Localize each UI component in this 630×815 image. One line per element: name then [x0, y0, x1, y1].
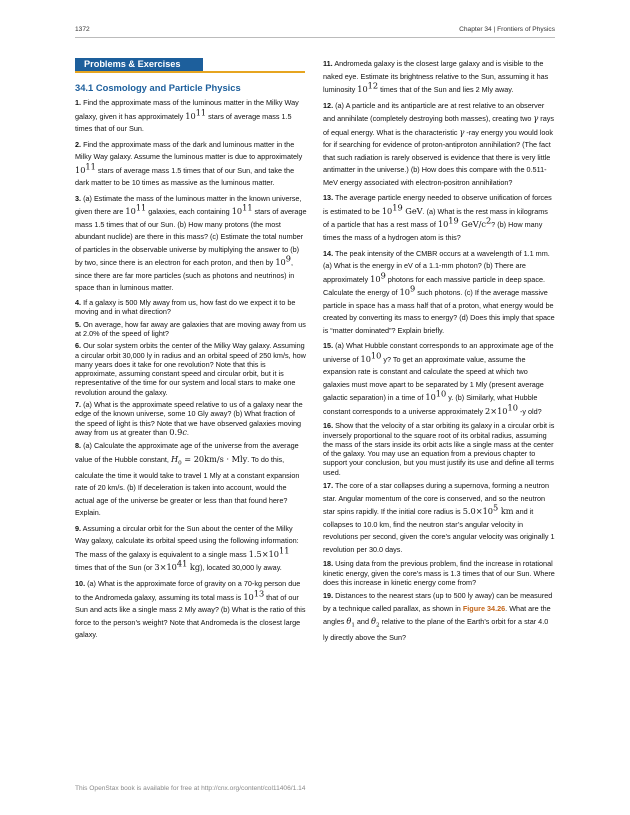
footer-note: This OpenStax book is available for free at http://cnx.org/content/col11406/1.14 — [75, 785, 306, 792]
problem-14: 14. The peak intensity of the CMBR occurs at a wavelength of 1.1 mm. (a) What is the energy in eV of a 1.1-mm photon? (b) There are approximately $10^9$ photons for each massive particle in deep space. Calculate the energy of $10^9$ such photons. (c) If the average massive particle in space has a mass half that of a proton, what energy would be created by converting its mass to energy? (d) Does this imply that space is “matter dominated”? Explain briefly. — [323, 248, 555, 335]
problem-3: 3. (a) Estimate the mass of the luminous matter in the known universe, given there are $10^{11}$ galaxies, each containing $10^{11}$ stars of average mass 1.5 times that of our Sun. (b) How many protons (the most abundant nuclide) are there in this mass? (c) Estimate the total number of particles in the observable universe by multiplying the answer to (b) by two, since there is an electron for each proton, and then by $10^9$, since there are far more particles (such as photons and neutrinos) in space than in luminous matter. — [75, 193, 307, 293]
problem-2: 2. Find the approximate mass of the dark and luminous matter in the Milky Way galaxy. Assume the luminous matter is due to approximately $10^{11}$ stars of average mass 1.5 times that of our Sun, and take the dark matter to be 10 times as massive as the luminous matter. — [75, 139, 303, 188]
problem-16: 16. Show that the velocity of a star orbiting its galaxy in a circular orbit is inversely proportional to the square root of its orbital radius, assuming the mass of the stars inside its orbit acts like a single mass at the center of the galaxy. You may use an equation from a previous chapter to support your conclusion, but you must justify its use and define all terms used. — [323, 421, 555, 477]
right-column — [323, 58, 555, 648]
problem-9: 9. Assuming a circular orbit for the Sun about the center of the Milky Way galaxy, calculate its orbital speed using the following information: The mass of the galaxy is equivalent to a single mass $1.5\times 10^{11}$ times that of the Sun (or $3\times 10^{41}$ kg), located 30,000 ly away. — [75, 523, 299, 573]
problem-1: 1. Find the approximate mass of the luminous matter in the Milky Way galaxy, given it has approximately $10^{11}$ stars of average mass 1.5 times that of our Sun. — [75, 98, 299, 133]
section-banner: Problems & Exercises — [75, 58, 203, 71]
problem-15: 15. (a) What Hubble constant corresponds to an approximate age of the universe of $10^{10}$ y? To get an approximate value, assume the expansion rate is constant and calculate the speed at which two galaxies must move apart to be separated by 1 Mly (present average galactic separation) in a time of $10^{10}$ y. (b) Similarly, what Hubble constant corresponds to a universe approximately $2\times 10^{10}$ -y old? — [323, 341, 554, 416]
problem-4: 4. If a galaxy is 500 Mly away from us, how fast do we expect it to be moving and in what direction? — [75, 298, 296, 317]
page-number: 1372 — [75, 26, 90, 33]
banner-underline — [75, 71, 305, 73]
problem-7: 7. (a) What is the approximate speed relative to us of a galaxy near the edge of the known universe, some 10 Gly away? (b) What fraction of the speed of light is this? Note that we have observed galaxies moving away from us at greater than 0.9c. — [75, 400, 303, 437]
problem-18: 18. Using data from the previous problem, find the increase in rotational kinetic energy, given the core’s mass is 1.3 times that of our Sun. Where does this increase in kinetic energy come from? — [323, 559, 555, 587]
problem-10: 10. (a) What is the approximate force of gravity on a 70-kg person due to the Andromeda galaxy, assuming its total mass is $10^{13}$ that of our Sun and acts like a single mass 2 Mly away? (b) What is the ratio of this force to the person’s weight? Note that Andromeda is the closest large galaxy. — [75, 579, 306, 640]
section-title: 34.1 Cosmology and Particle Physics — [75, 82, 241, 93]
chapter-title: Chapter 34 | Frontiers of Physics — [459, 26, 555, 33]
figure-link[interactable]: Figure 34.26 — [462, 603, 506, 613]
problem-12: 12. (a) A particle and its antiparticle are at rest relative to an observer and annihilate (completely destroying both masses), creating two γ rays of equal energy. What is the characteristic γ -ray energy you would look for if searching for evidence of proton-antiproton annihilation? (The fact that such radiation is rarely observed is evidence that there is very little antimatter in the universe.) (b) How does this compare with the 0.511-MeV energy associated with electron-positron annihilation? — [323, 100, 554, 187]
problem-17: 17. The core of a star collapses during a supernova, forming a neutron star. Angular momentum of the core is conserved, and so the neutron star spins rapidly. If the initial core radius is $5.0\times 10^5$ km and it collapses to 10.0 km, find the neutron star’s angular velocity in revolutions per second, given the core’s angular velocity was originally 1 revolution per 30.0 days. — [323, 481, 555, 554]
left-column — [75, 58, 307, 645]
problem-11: 11. Andromeda galaxy is the closest large galaxy and is visible to the naked eye. Estimate its brightness relative to the Sun, assuming it has luminosity $10^{12}$ times that of the Sun and lies 2 Mly away. — [323, 59, 549, 94]
problem-8: 8. (a) Calculate the approximate age of the universe from the average value of the Hubble constant, $H_0 = 20km/s$ · Mly. To do this, calculate the time it would take to travel 1 Mly at a constant expansion rate of 20 km/s. (b) If deceleration is taken into account, would the actual age of the universe be greater or less than that found here? Explain. — [75, 441, 300, 518]
problem-5: 5. On average, how far away are galaxies that are moving away from us at 2.0% of the speed of light? — [75, 319, 306, 338]
header-divider — [75, 37, 555, 38]
problem-13: 13. The average particle energy needed to observe unification of forces is estimated to be $10^{19}$ GeV. (a) What is the rest mass in kilograms of a particle that has a rest mass of $10^{19}$ GeV/$c^2$? (b) How many times the mass of a hydrogen atom is this? — [323, 193, 552, 242]
problem-6: 6. Our solar system orbits the center of the Milky Way galaxy. Assuming a circular orbit 30,000 ly in radius and an orbital speed of 250 km/s, how many years does it take for one revolution? Note that this is approximate, assuming constant speed and circular orbit, but it is representative of the time for our system and local stars to make one revolution around the galaxy. — [75, 341, 306, 397]
problem-19: 19. Distances to the nearest stars (up to 500 ly away) can be measured by a technique called parallax, as shown in Figure 34.26. What are the angles $\theta_1$ and $\theta_2$ relative to the plane of the Earth’s orbit for a star 4.0 ly directly above the Sun? — [323, 591, 553, 643]
